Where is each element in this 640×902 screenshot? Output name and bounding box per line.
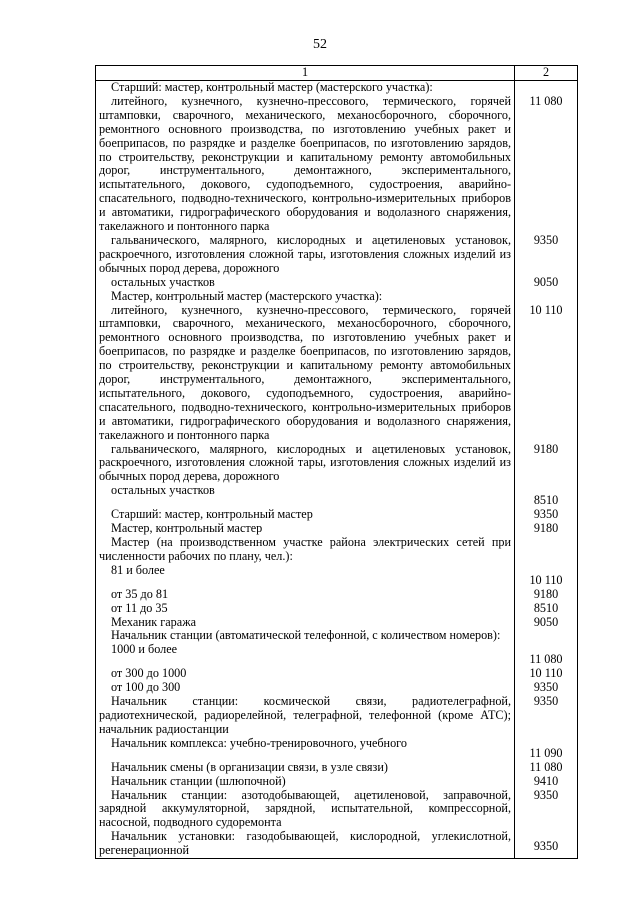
- salary-value: [515, 81, 578, 95]
- table-body: [96, 81, 578, 859]
- table-row: [96, 276, 578, 290]
- position-description: от 300 до 1000: [96, 667, 515, 681]
- salary-value: 8510: [515, 602, 578, 616]
- table-row: [96, 95, 578, 234]
- position-description: Начальник станции (автоматической телефонной, с количеством номеров):: [96, 629, 515, 643]
- table-header-row: [96, 66, 578, 81]
- position-description: от 35 до 81: [96, 588, 515, 602]
- table-row: [96, 536, 578, 564]
- position-description: Старший: мастер, контрольный мастер (мастерского участка):: [96, 81, 515, 95]
- table-row: [96, 508, 578, 522]
- position-description: от 11 до 35: [96, 602, 515, 616]
- position-description: Мастер, контрольный мастер: [96, 522, 515, 536]
- table-row: [96, 761, 578, 775]
- position-description: Начальник смены (в организации связи, в узле связи): [96, 761, 515, 775]
- position-description: 1000 и более: [96, 643, 515, 667]
- salary-value: 9410: [515, 775, 578, 789]
- table-row: [96, 681, 578, 695]
- salary-value: 9180: [515, 522, 578, 536]
- position-description: гальванического, малярного, кислородных и ацетиленовых установок, раскроечного, изготовления сложной тары, изготовления сложных изделий из обычных пород дерева, дорожного: [96, 234, 515, 276]
- salary-value: 10 110: [515, 564, 578, 588]
- position-description: остальных участков: [96, 276, 515, 290]
- salary-value: [515, 629, 578, 643]
- pay-rate-table: [95, 65, 578, 859]
- position-description: Начальник станции: азотодобывающей, ацетиленовой, заправочной, зарядной аккумуляторной, зарядной, испытательной, компрессорной, насосной, подводного судоремонта: [96, 789, 515, 831]
- table-row: [96, 830, 578, 858]
- salary-value: 9350: [515, 789, 578, 831]
- table-row: [96, 234, 578, 276]
- position-description: Механик гаража: [96, 616, 515, 630]
- table-row: [96, 304, 578, 443]
- table-row: [96, 667, 578, 681]
- position-description: Начальник установки: газодобывающей, кислородной, углекислотной, регенерационной: [96, 830, 515, 858]
- position-description: Мастер, контрольный мастер (мастерского участка):: [96, 290, 515, 304]
- salary-value: 9350: [515, 234, 578, 276]
- salary-value: 11 090: [515, 737, 578, 761]
- salary-value: 9180: [515, 443, 578, 485]
- position-description: остальных участков: [96, 484, 515, 508]
- salary-value: 9050: [515, 276, 578, 290]
- table-row: [96, 602, 578, 616]
- table-row: [96, 290, 578, 304]
- column-header-2: 2: [515, 66, 578, 81]
- table-row: [96, 588, 578, 602]
- table-row: [96, 564, 578, 588]
- position-description: Мастер (на производственном участке района электрических сетей при численности рабочих по плану, чел.):: [96, 536, 515, 564]
- salary-value: 9180: [515, 588, 578, 602]
- salary-value: 9350: [515, 681, 578, 695]
- table-row: [96, 616, 578, 630]
- position-description: литейного, кузнечного, кузнечно-прессового, термического, горячей штамповки, сварочного, механического, механосборочного, сборочного, ремонтного основного производства, по изготовлению учебных ракет и боеприпасов, по разрядке и разделке боеприпасов, по изготовлению зарядов, по строительству, реконструкции и капитальному ремонту автомобильных дорог, инструментального, демонтажного, экспериментального, испытательного, докового, судоподъемного, судостроения, аварийно-спасательного, подводно-технического, контрольно-измерительных приборов и автоматики, гидрографического оборудования и водолазного снаряжения, такелажного и понтонного парка: [96, 95, 515, 234]
- table-row: [96, 737, 578, 761]
- table-row: [96, 629, 578, 643]
- table-row: [96, 643, 578, 667]
- salary-value: 9050: [515, 616, 578, 630]
- salary-value: 9350: [515, 830, 578, 858]
- table-row: [96, 81, 578, 95]
- position-description: Начальник комплекса: учебно-тренировочного, учебного: [96, 737, 515, 761]
- salary-value: 11 080: [515, 761, 578, 775]
- position-description: Начальник станции: космической связи, радиотелеграфной, радиотехнической, радиорелейной, телеграфной, телефонной (кроме АТС); начальник радиостанции: [96, 695, 515, 737]
- position-description: гальванического, малярного, кислородных и ацетиленовых установок, раскроечного, изготовления сложной тары, изготовления сложных изделий из обычных пород дерева, дорожного: [96, 443, 515, 485]
- table-row: [96, 695, 578, 737]
- salary-value: 8510: [515, 484, 578, 508]
- salary-value: [515, 290, 578, 304]
- position-description: Старший: мастер, контрольный мастер: [96, 508, 515, 522]
- salary-value: 10 110: [515, 304, 578, 443]
- salary-value: 10 110: [515, 667, 578, 681]
- table-row: [96, 789, 578, 831]
- salary-value: 9350: [515, 508, 578, 522]
- table-row: [96, 775, 578, 789]
- table-row: [96, 443, 578, 485]
- salary-value: 11 080: [515, 95, 578, 234]
- column-header-1: 1: [96, 66, 515, 81]
- page-number: 52: [313, 37, 327, 52]
- table-row: [96, 484, 578, 508]
- table-row: [96, 522, 578, 536]
- position-description: 81 и более: [96, 564, 515, 588]
- salary-value: [515, 536, 578, 564]
- position-description: от 100 до 300: [96, 681, 515, 695]
- salary-value: 9350: [515, 695, 578, 737]
- position-description: Начальник станции (шлюпочной): [96, 775, 515, 789]
- salary-value: 11 080: [515, 643, 578, 667]
- position-description: литейного, кузнечного, кузнечно-прессового, термического, горячей штамповки, сварочного, механического, механосборочного, сборочного, ремонтного основного производства, по изготовлению учебных ракет и боеприпасов, по разрядке и разделке боеприпасов, по изготовлению зарядов, по строительству, реконструкции и капитальному ремонту автомобильных дорог, инструментального, демонтажного, экспериментального, испытательного, докового, судоподъемного, судостроения, аварийно-спасательного, подводно-технического, контрольно-измерительных приборов и автоматики, гидрографического оборудования и водолазного снаряжения, такелажного и понтонного парка: [96, 304, 515, 443]
